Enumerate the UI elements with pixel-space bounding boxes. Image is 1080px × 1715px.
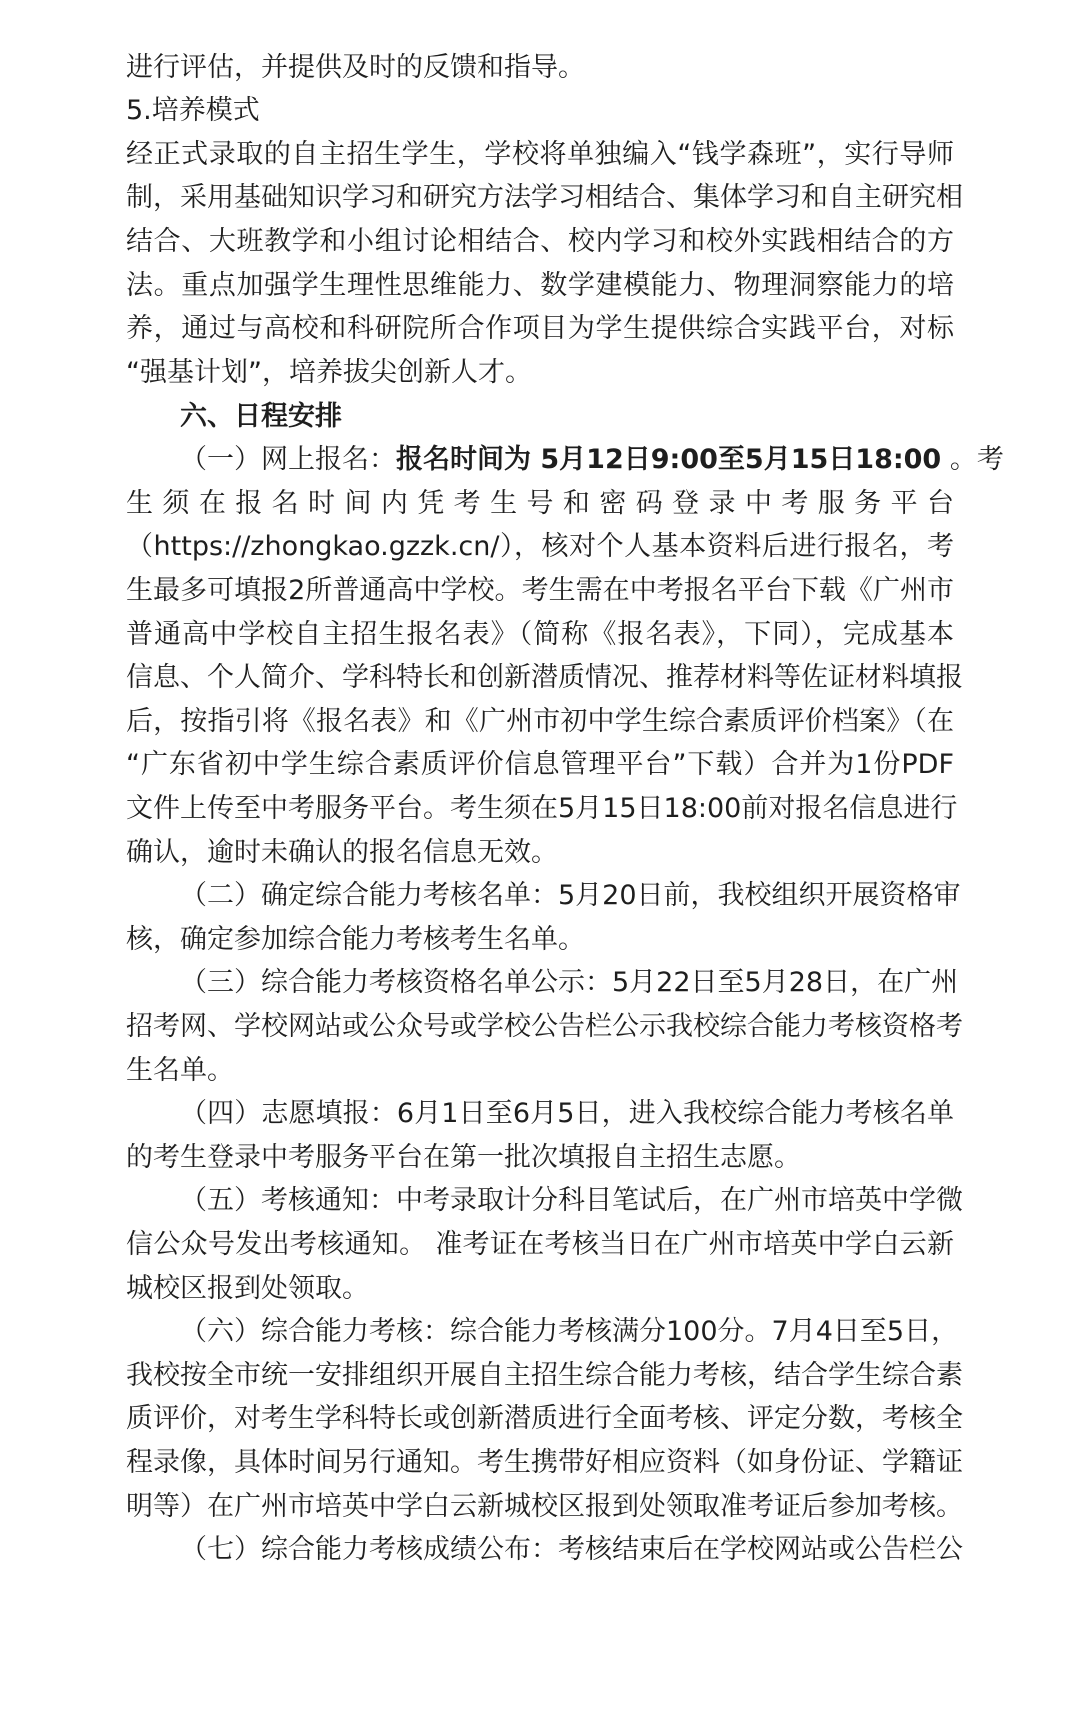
text-line: 法。重点加强学生理性思维能力、数学建模能力、物理洞察能力的培 <box>126 270 954 301</box>
registration-time-bold: 报名时间为 5月12日9:00至5月15日18:00 <box>396 444 942 475</box>
text-line: 普通高中学校自主招生报名表》（简称《报名表》，下同），完成基本 <box>126 619 954 650</box>
text-line: 核，确定参加综合能力考核考生名单。 <box>126 924 585 955</box>
text-line: （六）综合能力考核：综合能力考核满分100分。7月4日至5日， <box>180 1316 959 1347</box>
text-line: （二）确定综合能力考核名单：5月20日前，我校组织开展资格审 <box>180 880 961 911</box>
text-plain: （一）网上报名： <box>180 444 396 475</box>
text-line: 后，按指引将《报名表》和《广州市初中学生综合素质评价档案》（在 <box>126 706 954 737</box>
text-line: 制，采用基础知识学习和研究方法学习相结合、集体学习和自主研究相 <box>126 182 963 213</box>
text-line: （七）综合能力考核成绩公布：考核结束后在学校网站或公告栏公 <box>180 1534 963 1565</box>
text-line: 确认，逾时未确认的报名信息无效。 <box>126 837 558 868</box>
section-subheading: 5.培养模式 <box>126 95 260 126</box>
section-heading: 六、日程安排 <box>180 401 342 432</box>
text-line: 经正式录取的自主招生学生，学校将单独编入“钱学森班”，实行导师 <box>126 139 954 170</box>
text-line: （五）考核通知：中考录取计分科目笔试后，在广州市培英中学微 <box>180 1185 963 1216</box>
text-line: 结合、大班教学和小组讨论相结合、校内学习和校外实践相结合的方 <box>126 226 954 257</box>
text-line: “广东省初中学生综合素质评价信息管理平台”下载）合并为1份PDF <box>126 749 954 780</box>
text-line: 文件上传至中考服务平台。考生须在5月15日18:00前对报名信息进行 <box>126 793 958 824</box>
text-line: 信公众号发出考核通知。 准考证在考核当日在广州市培英中学白云新 <box>126 1229 954 1260</box>
text-line: 明等）在广州市培英中学白云新城校区报到处领取准考证后参加考核。 <box>126 1491 963 1522</box>
text-line: （三）综合能力考核资格名单公示：5月22日至5月28日，在广州 <box>180 967 959 998</box>
text-line: 生最多可填报2所普通高中学校。考生需在中考报名平台下载《广州市 <box>126 575 954 606</box>
text-line: 信息、个人简介、学科特长和创新潜质情况、推荐材料等佐证材料填报 <box>126 662 963 693</box>
text-line: 生须在报名时间内凭考生号和密码登录中考服务平台 <box>126 488 954 519</box>
text-line: （四）志愿填报：6月1日至6月5日，进入我校综合能力考核名单 <box>180 1098 954 1129</box>
text-line: 招考网、学校网站或公众号或学校公告栏公示我校综合能力考核资格考 <box>126 1011 963 1042</box>
text-line: 质评价，对考生学科特长或创新潜质进行全面考核、评定分数，考核全 <box>126 1403 963 1434</box>
text-line: （https://zhongkao.gzzk.cn/），核对个人基本资料后进行报名，考 <box>126 531 954 562</box>
text-line: 养，通过与高校和科研院所合作项目为学生提供综合实践平台，对标 <box>126 313 954 344</box>
text-line: “强基计划”，培养拔尖创新人才。 <box>126 357 532 388</box>
text-line: 进行评估，并提供及时的反馈和指导。 <box>126 52 585 83</box>
text-line: 的考生登录中考服务平台在第一批次填报自主招生志愿。 <box>126 1142 801 1173</box>
text-line-registration <box>180 440 1004 480</box>
text-line: 城校区报到处领取。 <box>126 1273 369 1304</box>
text-line: 程录像，具体时间另行通知。考生携带好相应资料（如身份证、学籍证 <box>126 1447 963 1478</box>
text-line: 生名单。 <box>126 1055 234 1086</box>
text-plain: 。考 <box>941 444 1004 475</box>
text-line: 我校按全市统一安排组织开展自主招生综合能力考核，结合学生综合素 <box>126 1360 963 1391</box>
